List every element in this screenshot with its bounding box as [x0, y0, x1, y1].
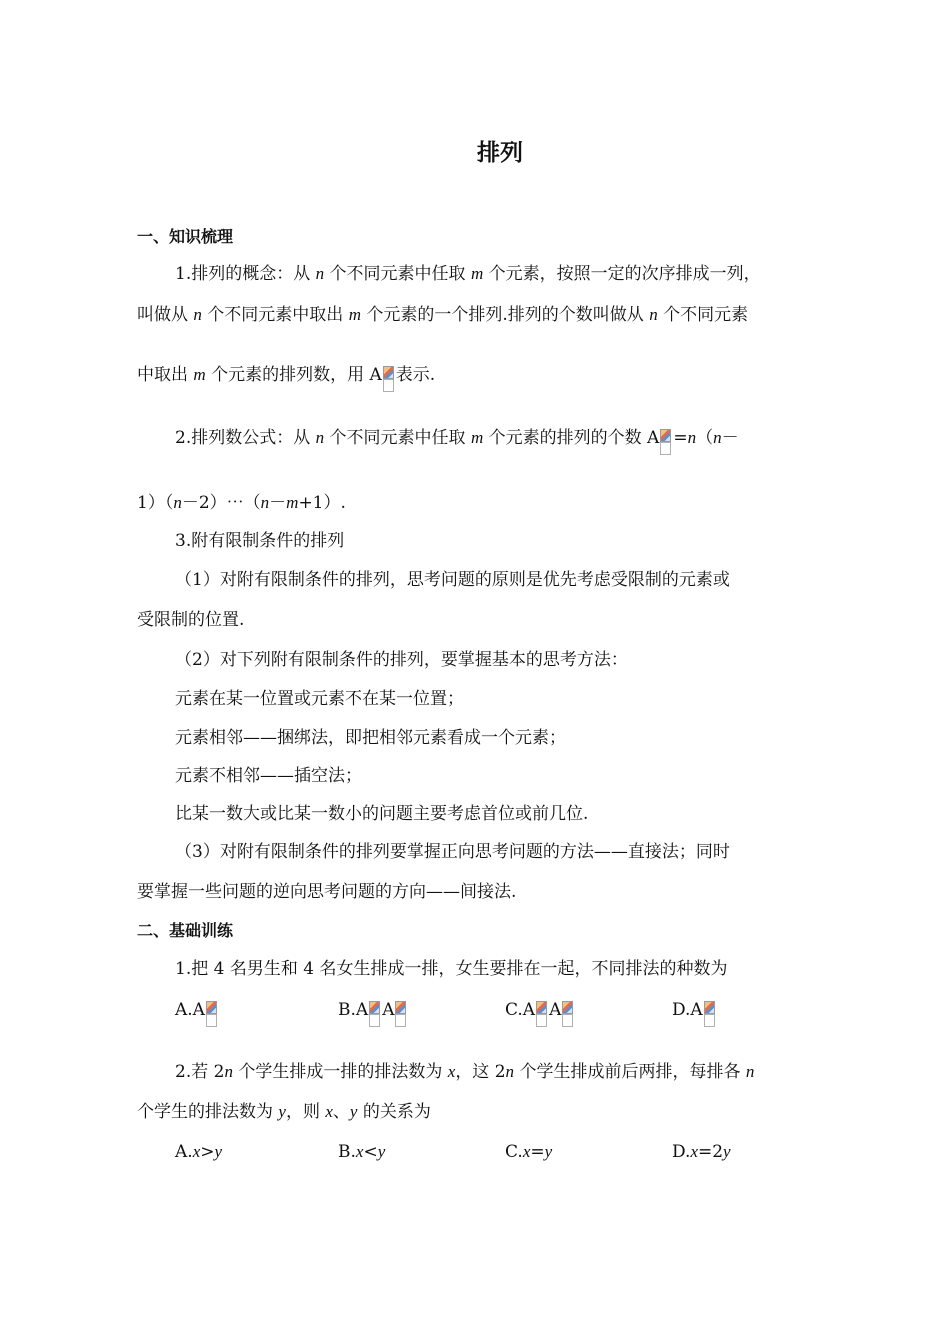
- approach-line-2: 要掌握一些问题的逆向思考问题的方向——间接法.: [137, 882, 517, 902]
- q1-option-a: A.A: [175, 998, 219, 1027]
- method-item-4: 比某一数大或比某一数小的问题主要考虑首位或前几位.: [175, 804, 589, 824]
- q2-option-d: D.x=2y: [672, 1142, 731, 1162]
- concept-line-3: 中取出 m 个元素的排列数，用 A 表示.: [137, 363, 435, 392]
- principle-line-2: 受限制的位置.: [137, 610, 245, 630]
- methods-intro: （2）对下列附有限制条件的排列，要掌握基本的思考方法：: [175, 650, 628, 670]
- formula-image-icon: [395, 1001, 407, 1027]
- question-1-stem: 1.把 4 名男生和 4 名女生排成一排，女生要排在一起，不同排法的种数为: [175, 959, 728, 979]
- q1-option-b: B.A A: [338, 998, 408, 1027]
- formula-image-icon: [562, 1001, 574, 1027]
- restricted-permutation-heading: 3.附有限制条件的排列: [175, 531, 345, 551]
- formula-image-icon: [369, 1001, 381, 1027]
- concept-line-1: 1.排列的概念：从 n 个不同元素中任取 m 个元素，按照一定的次序排成一列，: [175, 264, 761, 284]
- q2-option-b: B.x<y: [338, 1142, 386, 1162]
- question-2-line-1: 2.若 2n 个学生排成一排的排法数为 x，这 2n 个学生排成前后两排，每排各 n: [175, 1062, 755, 1082]
- page-title: 排列: [477, 140, 523, 166]
- formula-image-icon: [206, 1001, 218, 1027]
- q1-option-d: D.A: [672, 998, 717, 1027]
- q2-option-c: C.x=y: [505, 1142, 553, 1162]
- principle-line-1: （1）对附有限制条件的排列，思考问题的原则是优先考虑受限制的元素或: [175, 570, 730, 590]
- question-2-line-2: 个学生的排法数为 y，则 x、y 的关系为: [137, 1102, 431, 1122]
- formula-line-1: 2.排列数公式：从 n 个不同元素中任取 m 个元素的排列的个数 A =n（n－: [175, 426, 739, 455]
- section-heading-basic-training: 二、基础训练: [137, 921, 234, 940]
- method-item-1: 元素在某一位置或元素不在某一位置；: [175, 689, 464, 709]
- formula-line-2: 1）（n－2）⋯（n－m+1）.: [137, 493, 346, 513]
- concept-line-2: 叫做从 n 个不同元素中取出 m 个元素的一个排列.排列的个数叫做从 n 个不同元素: [137, 305, 749, 325]
- section-heading-knowledge: 一、知识梳理: [137, 227, 234, 246]
- approach-line-1: （3）对附有限制条件的排列要掌握正向思考问题的方法——直接法；同时: [175, 842, 730, 862]
- formula-image-icon: [536, 1001, 548, 1027]
- q1-option-c: C.A A: [505, 998, 575, 1027]
- method-item-3: 元素不相邻——插空法；: [175, 766, 362, 786]
- formula-image-icon: [383, 366, 395, 392]
- method-item-2: 元素相邻——捆绑法，即把相邻元素看成一个元素；: [175, 728, 566, 748]
- formula-image-icon: [704, 1001, 716, 1027]
- q2-option-a: A.x>y: [175, 1142, 223, 1162]
- formula-image-icon: [660, 429, 672, 455]
